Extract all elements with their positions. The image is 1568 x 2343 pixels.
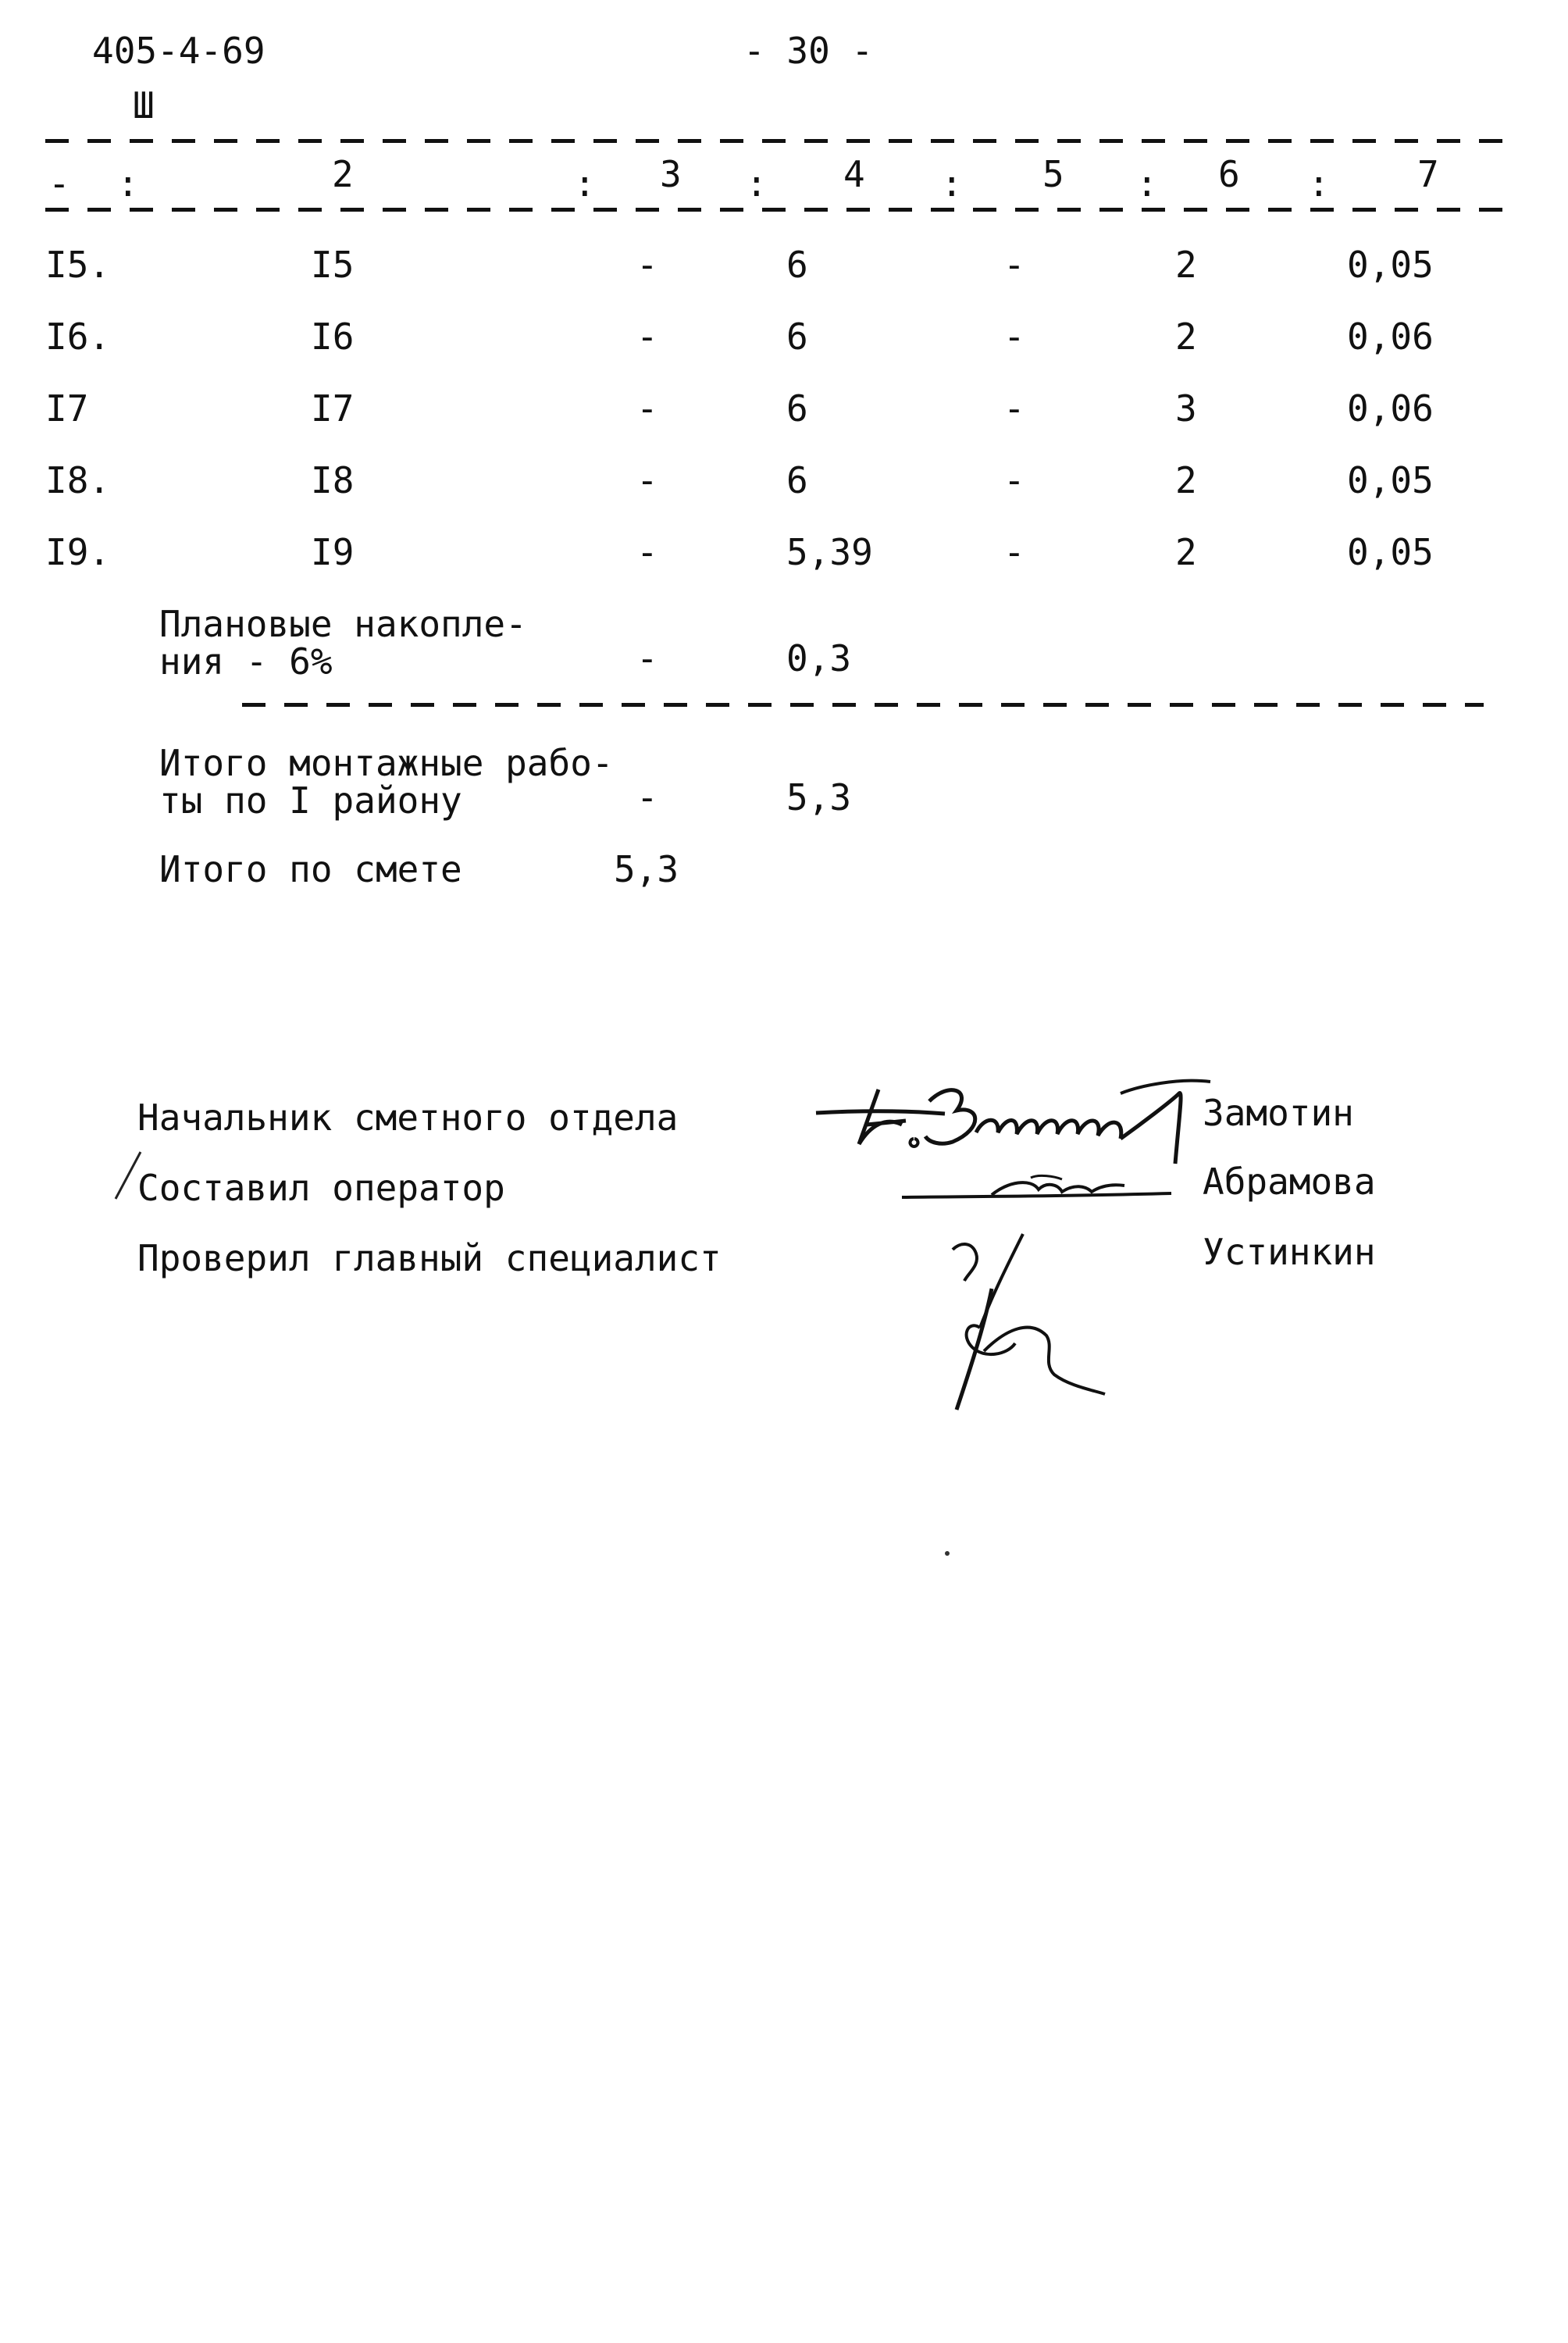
- row-col5: -: [1003, 531, 1025, 573]
- signature-role: Начальник сметного отдела: [137, 1097, 679, 1139]
- total-estimate-label: Итого по смете: [159, 848, 462, 890]
- signature-role: Составил оператор: [137, 1167, 505, 1209]
- row-number: I9.: [45, 531, 111, 573]
- column-header-2: 2: [332, 153, 354, 195]
- volume-number: Ш: [133, 84, 155, 127]
- row-code: I7: [311, 387, 355, 430]
- total-install-label-line2: ты по I району: [159, 779, 462, 822]
- document-code: 405-4-69: [92, 30, 265, 72]
- total-install-col4: 5,3: [786, 776, 852, 818]
- column-separator: :: [746, 162, 768, 205]
- column-header-6: 6: [1218, 153, 1240, 195]
- row-code: I8: [311, 459, 355, 501]
- total-install-col3: -: [636, 776, 658, 818]
- page-number: - 30 -: [743, 30, 874, 72]
- row-col3: -: [636, 459, 658, 501]
- row-col6: 3: [1175, 387, 1197, 430]
- signature-role: Проверил главный специалист: [137, 1237, 722, 1279]
- column-separator: :: [117, 162, 139, 205]
- row-col6: 2: [1175, 244, 1197, 286]
- pen-mark: [109, 1148, 148, 1203]
- row-col5: -: [1003, 244, 1025, 286]
- row-col7: 0,05: [1347, 459, 1434, 501]
- total-install-label-line1: Итого монтажные рабо-: [159, 742, 614, 784]
- row-code: I9: [311, 531, 355, 573]
- row-col4: 5,39: [786, 531, 873, 573]
- column-header-4: 4: [843, 153, 865, 195]
- row-number: I8.: [45, 459, 111, 501]
- planned-savings-label-line1: Плановые накопле-: [159, 603, 527, 645]
- row-col3: -: [636, 387, 658, 430]
- signature-name: Замотин: [1203, 1092, 1354, 1134]
- row-col7: 0,05: [1347, 531, 1434, 573]
- column-separator: :: [574, 162, 596, 205]
- handwritten-signature-ustinkin: [906, 1218, 1124, 1421]
- row-col4: 6: [786, 244, 808, 286]
- row-col7: 0,05: [1347, 244, 1434, 286]
- handwritten-signature-zamotin: [812, 1070, 1218, 1172]
- row-col3: -: [636, 531, 658, 573]
- planned-savings-col3: -: [636, 637, 658, 679]
- row-code: I5: [311, 244, 355, 286]
- column-header-1: -: [48, 162, 70, 205]
- row-col5: -: [1003, 459, 1025, 501]
- column-header-3: 3: [660, 153, 682, 195]
- row-col4: 6: [786, 387, 808, 430]
- row-col5: -: [1003, 387, 1025, 430]
- row-col3: -: [636, 244, 658, 286]
- row-col7: 0,06: [1347, 316, 1434, 358]
- signature-name: Устинкин: [1203, 1231, 1376, 1273]
- planned-savings-label-line2: ния - 6%: [159, 640, 333, 683]
- planned-savings-col4: 0,3: [786, 637, 852, 679]
- row-number: I7: [45, 387, 89, 430]
- handwritten-signature-abramova: [898, 1162, 1179, 1209]
- row-col7: 0,06: [1347, 387, 1434, 430]
- total-estimate-value: 5,3: [614, 848, 679, 890]
- row-col6: 2: [1175, 531, 1197, 573]
- header-rule-top: [45, 139, 1507, 143]
- column-header-7: 7: [1417, 153, 1439, 195]
- header-rule-bottom: [45, 208, 1507, 212]
- column-separator: :: [1308, 162, 1330, 205]
- row-col5: -: [1003, 316, 1025, 358]
- row-col6: 2: [1175, 316, 1197, 358]
- subtotal-rule: [242, 703, 1484, 707]
- row-col6: 2: [1175, 459, 1197, 501]
- row-code: I6: [311, 316, 355, 358]
- row-number: I6.: [45, 316, 111, 358]
- row-col4: 6: [786, 459, 808, 501]
- row-col3: -: [636, 316, 658, 358]
- column-separator: :: [1136, 162, 1158, 205]
- stray-dot: [945, 1551, 950, 1556]
- row-col4: 6: [786, 316, 808, 358]
- column-header-5: 5: [1042, 153, 1064, 195]
- row-number: I5.: [45, 244, 111, 286]
- signature-name: Абрамова: [1203, 1161, 1376, 1203]
- column-separator: :: [941, 162, 963, 205]
